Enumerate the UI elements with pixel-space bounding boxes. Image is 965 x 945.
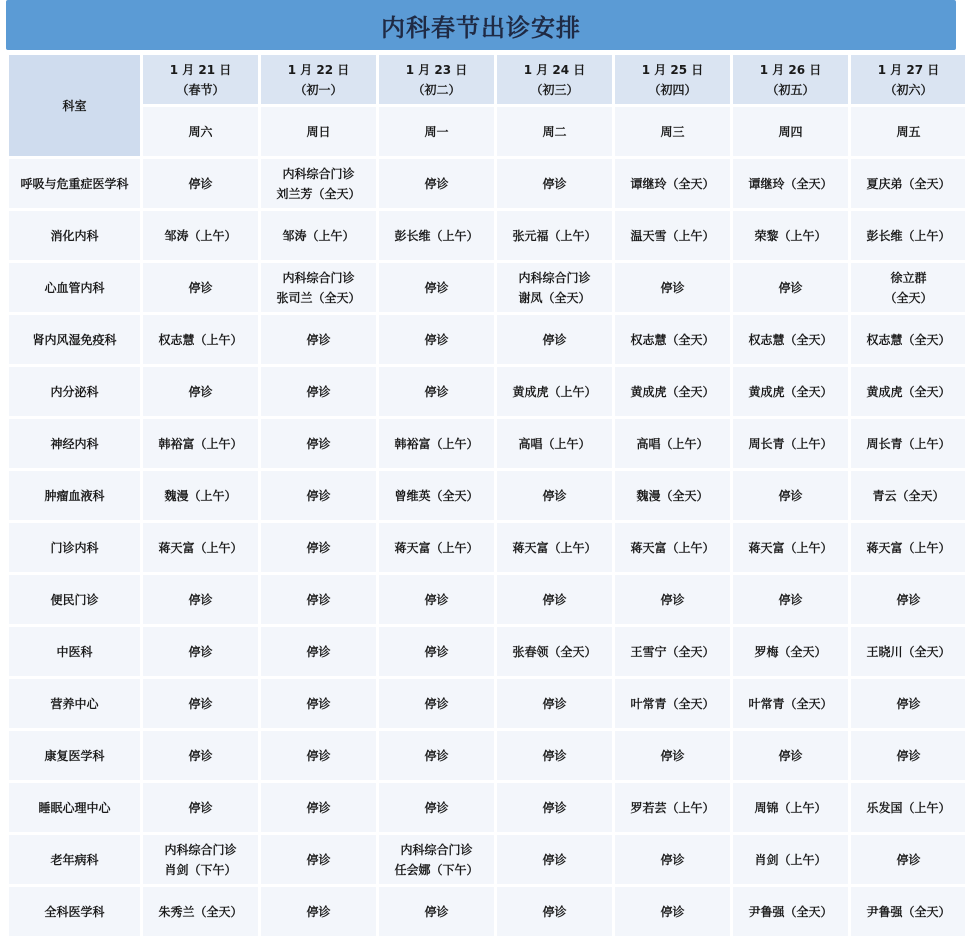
schedule-cell <box>615 419 730 468</box>
schedule-cell-line: 黄成虎（全天） <box>630 384 715 399</box>
schedule-cell-line: 朱秀兰（全天） <box>158 904 243 919</box>
schedule-cell-line: 徐立群 <box>890 270 927 285</box>
dept-name-cell: 内分泌科 <box>9 367 140 416</box>
schedule-cell <box>615 159 730 208</box>
weekday-header: 周四 <box>733 107 848 156</box>
schedule-cell <box>733 887 848 936</box>
day-date: 1 月 21 日 <box>169 62 232 77</box>
schedule-cell <box>615 627 730 676</box>
schedule-cell <box>851 159 965 208</box>
schedule-cell <box>261 835 376 884</box>
day-festival: （初六） <box>884 82 933 97</box>
schedule-cell-line: 权志慧（上午） <box>158 332 243 347</box>
schedule-cell-line: 停诊 <box>778 488 803 503</box>
schedule-cell-line: 停诊 <box>542 748 567 763</box>
schedule-cell-line: 停诊 <box>424 176 449 191</box>
schedule-cell <box>261 575 376 624</box>
schedule-cell <box>615 783 730 832</box>
schedule-cell-line: 停诊 <box>306 540 331 555</box>
dept-name-cell: 心血管内科 <box>9 263 140 312</box>
schedule-cell-line: 彭长维（上午） <box>394 228 479 243</box>
dept-name-cell: 康复医学科 <box>9 731 140 780</box>
dept-name-cell: 营养中心 <box>9 679 140 728</box>
schedule-cell <box>851 471 965 520</box>
schedule-cell-line: 邹涛（上午） <box>164 228 237 243</box>
schedule-cell-line: 停诊 <box>424 696 449 711</box>
schedule-cell-line: 王雪宁（全天） <box>630 644 715 659</box>
schedule-cell <box>379 835 494 884</box>
schedule-cell <box>733 315 848 364</box>
schedule-cell-line: 停诊 <box>188 800 213 815</box>
day-festival: （初二） <box>412 82 461 97</box>
schedule-cell <box>497 887 612 936</box>
schedule-cell <box>733 419 848 468</box>
schedule-cell <box>851 783 965 832</box>
schedule-cell <box>851 211 965 260</box>
schedule-cell <box>261 263 376 312</box>
schedule-cell-line: 黄成虎（上午） <box>512 384 597 399</box>
schedule-cell <box>497 211 612 260</box>
schedule-cell-line: 停诊 <box>188 280 213 295</box>
schedule-cell-line: 蒋天富（上午） <box>158 540 243 555</box>
schedule-cell-line: 权志慧（全天） <box>630 332 715 347</box>
schedule-cell-line: 停诊 <box>896 852 921 867</box>
schedule-cell-line: 周锦（上午） <box>754 800 827 815</box>
schedule-cell <box>733 471 848 520</box>
schedule-cell-line: 停诊 <box>542 488 567 503</box>
schedule-body <box>9 159 965 936</box>
schedule-cell-line: 蒋天富（上午） <box>630 540 715 555</box>
dept-name-cell: 门诊内科 <box>9 523 140 572</box>
schedule-cell-line: 停诊 <box>778 280 803 295</box>
dept-name-cell: 肿瘤血液科 <box>9 471 140 520</box>
schedule-cell-line: 停诊 <box>542 800 567 815</box>
schedule-cell-line: 高唱（上午） <box>636 436 709 451</box>
schedule-cell-line: 停诊 <box>306 904 331 919</box>
schedule-cell <box>851 263 965 312</box>
day-header <box>733 55 848 104</box>
schedule-cell <box>379 575 494 624</box>
table-row <box>9 211 965 260</box>
schedule-cell-line: 停诊 <box>896 592 921 607</box>
day-header <box>615 55 730 104</box>
schedule-cell <box>851 627 965 676</box>
schedule-cell <box>143 419 258 468</box>
schedule-cell <box>143 835 258 884</box>
dept-name-cell: 呼吸与危重症医学科 <box>9 159 140 208</box>
schedule-cell-line: 停诊 <box>306 436 331 451</box>
schedule-cell <box>497 679 612 728</box>
schedule-cell-line: 张元福（上午） <box>512 228 597 243</box>
schedule-cell <box>143 263 258 312</box>
schedule-cell <box>615 523 730 572</box>
schedule-cell-line: 尹鲁强（全天） <box>748 904 833 919</box>
schedule-cell-line: 荣黎（上午） <box>754 228 827 243</box>
schedule-cell <box>143 367 258 416</box>
schedule-cell-line: 停诊 <box>424 644 449 659</box>
table-row <box>9 835 965 884</box>
schedule-cell <box>143 471 258 520</box>
schedule-cell-line: 黄成虎（全天） <box>748 384 833 399</box>
schedule-cell-line: 停诊 <box>188 176 213 191</box>
schedule-cell-line: 停诊 <box>188 696 213 711</box>
schedule-cell <box>733 523 848 572</box>
schedule-cell <box>615 835 730 884</box>
schedule-cell-line: 肖剑（下午） <box>164 862 237 877</box>
schedule-cell <box>143 315 258 364</box>
table-row <box>9 367 965 416</box>
schedule-cell <box>379 419 494 468</box>
weekday-header: 周一 <box>379 107 494 156</box>
dept-name-cell: 神经内科 <box>9 419 140 468</box>
schedule-cell-line: 停诊 <box>896 696 921 711</box>
schedule-cell-line: 张春领（全天） <box>512 644 597 659</box>
schedule-cell <box>851 419 965 468</box>
dept-name-cell: 全科医学科 <box>9 887 140 936</box>
schedule-cell <box>733 783 848 832</box>
schedule-cell <box>497 783 612 832</box>
schedule-cell <box>379 367 494 416</box>
schedule-cell <box>379 263 494 312</box>
schedule-cell-line: 内科综合门诊 <box>400 842 473 857</box>
day-header <box>851 55 965 104</box>
schedule-cell-line: 夏庆弟（全天） <box>866 176 951 191</box>
schedule-cell-line: 停诊 <box>542 592 567 607</box>
schedule-cell <box>379 523 494 572</box>
dept-name-cell: 便民门诊 <box>9 575 140 624</box>
schedule-cell-line: 权志慧（全天） <box>866 332 951 347</box>
schedule-cell-line: 刘兰芳（全天） <box>276 186 361 201</box>
schedule-cell <box>615 575 730 624</box>
schedule-cell <box>261 211 376 260</box>
schedule-cell <box>261 523 376 572</box>
schedule-cell <box>733 575 848 624</box>
schedule-cell-line: 蒋天富（上午） <box>866 540 951 555</box>
schedule-cell-line: 停诊 <box>306 800 331 815</box>
schedule-cell-line: 谭继玲（全天） <box>630 176 715 191</box>
schedule-cell <box>497 159 612 208</box>
schedule-cell-line: 尹鲁强（全天） <box>866 904 951 919</box>
schedule-cell <box>497 419 612 468</box>
schedule-cell-line: 停诊 <box>188 592 213 607</box>
schedule-cell <box>261 367 376 416</box>
schedule-cell-line: 停诊 <box>424 332 449 347</box>
schedule-cell-line: 权志慧（全天） <box>748 332 833 347</box>
schedule-cell-line: 邹涛（上午） <box>282 228 355 243</box>
schedule-cell-line: 停诊 <box>542 904 567 919</box>
schedule-cell <box>497 731 612 780</box>
header-row-dates <box>9 55 965 104</box>
schedule-cell-line: 曾维英（全天） <box>394 488 479 503</box>
schedule-cell-line: 停诊 <box>542 852 567 867</box>
day-date: 1 月 22 日 <box>287 62 350 77</box>
schedule-cell-line: 罗若芸（上午） <box>630 800 715 815</box>
day-date: 1 月 23 日 <box>405 62 468 77</box>
schedule-cell <box>143 211 258 260</box>
schedule-cell-line: 停诊 <box>306 384 331 399</box>
day-festival: （初三） <box>530 82 579 97</box>
schedule-cell-line: 停诊 <box>542 176 567 191</box>
schedule-cell <box>143 575 258 624</box>
schedule-cell-line: 停诊 <box>778 592 803 607</box>
header-row-weekdays <box>9 107 965 156</box>
schedule-cell <box>733 263 848 312</box>
dept-name-cell: 消化内科 <box>9 211 140 260</box>
schedule-cell-line: 停诊 <box>660 592 685 607</box>
page-title: 内科春节出诊安排 <box>381 13 581 42</box>
table-row <box>9 419 965 468</box>
schedule-cell-line: 停诊 <box>188 748 213 763</box>
schedule-cell <box>615 471 730 520</box>
schedule-cell <box>379 315 494 364</box>
schedule-cell-line: 谢凤（全天） <box>518 290 591 305</box>
table-row <box>9 471 965 520</box>
schedule-cell-line: 内科综合门诊 <box>282 166 355 181</box>
schedule-cell-line: 黄成虎（全天） <box>866 384 951 399</box>
schedule-cell <box>497 315 612 364</box>
dept-name-cell: 中医科 <box>9 627 140 676</box>
schedule-cell-line: 停诊 <box>306 332 331 347</box>
weekday-header: 周三 <box>615 107 730 156</box>
schedule-cell-line: 彭长维（上午） <box>866 228 951 243</box>
weekday-header: 周二 <box>497 107 612 156</box>
schedule-cell-line: 停诊 <box>424 384 449 399</box>
schedule-cell-line: 停诊 <box>424 904 449 919</box>
day-date: 1 月 27 日 <box>877 62 940 77</box>
schedule-cell-line: 周长青（上午） <box>748 436 833 451</box>
schedule-cell-line: 停诊 <box>424 280 449 295</box>
schedule-cell <box>615 263 730 312</box>
schedule-cell <box>497 627 612 676</box>
schedule-cell <box>615 731 730 780</box>
schedule-cell-line: 内科综合门诊 <box>282 270 355 285</box>
schedule-cell-line: 停诊 <box>660 904 685 919</box>
schedule-cell <box>733 627 848 676</box>
table-row <box>9 159 965 208</box>
schedule-cell-line: 叶常青（全天） <box>630 696 715 711</box>
schedule-cell <box>497 367 612 416</box>
schedule-cell <box>615 887 730 936</box>
schedule-cell <box>733 367 848 416</box>
schedule-cell <box>143 679 258 728</box>
schedule-cell <box>851 679 965 728</box>
schedule-cell-line: 高唱（上午） <box>518 436 591 451</box>
schedule-cell <box>379 783 494 832</box>
schedule-cell <box>851 315 965 364</box>
schedule-cell-line: 停诊 <box>542 332 567 347</box>
schedule-cell <box>851 575 965 624</box>
schedule-cell <box>143 783 258 832</box>
schedule-cell <box>379 471 494 520</box>
schedule-cell <box>733 835 848 884</box>
dept-name-cell: 肾内风湿免疫科 <box>9 315 140 364</box>
schedule-cell-line: 停诊 <box>424 592 449 607</box>
table-row <box>9 887 965 936</box>
schedule-cell-line: 停诊 <box>306 644 331 659</box>
schedule-cell <box>143 523 258 572</box>
schedule-cell <box>379 679 494 728</box>
schedule-cell <box>261 679 376 728</box>
table-row <box>9 263 965 312</box>
schedule-cell <box>261 627 376 676</box>
table-row <box>9 627 965 676</box>
schedule-cell <box>379 159 494 208</box>
schedule-cell-line: 停诊 <box>660 852 685 867</box>
table-row <box>9 523 965 572</box>
schedule-cell <box>733 159 848 208</box>
schedule-cell <box>379 627 494 676</box>
schedule-cell-line: 内科综合门诊 <box>518 270 591 285</box>
schedule-table <box>6 52 965 939</box>
schedule-cell <box>851 887 965 936</box>
schedule-cell-line: 温天雪（上午） <box>630 228 715 243</box>
schedule-cell <box>497 523 612 572</box>
schedule-cell-line: 停诊 <box>306 852 331 867</box>
schedule-cell-line: 魏漫（上午） <box>164 488 237 503</box>
schedule-cell <box>851 731 965 780</box>
schedule-cell <box>261 471 376 520</box>
schedule-cell-line: 停诊 <box>778 748 803 763</box>
table-row <box>9 679 965 728</box>
schedule-cell <box>497 835 612 884</box>
dept-name-cell: 老年病科 <box>9 835 140 884</box>
weekday-header: 周日 <box>261 107 376 156</box>
schedule-cell-line: 停诊 <box>424 800 449 815</box>
schedule-cell-line: 任会娜（下午） <box>394 862 479 877</box>
schedule-cell-line: 蒋天富（上午） <box>748 540 833 555</box>
schedule-cell-line: 停诊 <box>306 696 331 711</box>
schedule-cell <box>615 211 730 260</box>
schedule-cell-line: 内科综合门诊 <box>164 842 237 857</box>
day-festival: （春节） <box>176 82 225 97</box>
schedule-cell <box>143 731 258 780</box>
schedule-cell-line: 停诊 <box>306 592 331 607</box>
day-date: 1 月 26 日 <box>759 62 822 77</box>
schedule-cell-line: 青云（全天） <box>872 488 945 503</box>
schedule-cell <box>615 679 730 728</box>
schedule-cell <box>261 315 376 364</box>
day-festival: （初五） <box>766 82 815 97</box>
schedule-cell <box>851 367 965 416</box>
schedule-cell <box>143 887 258 936</box>
schedule-cell <box>261 731 376 780</box>
schedule-cell-line: 周长青（上午） <box>866 436 951 451</box>
schedule-cell <box>615 315 730 364</box>
schedule-cell-line: 停诊 <box>424 748 449 763</box>
schedule-cell <box>379 211 494 260</box>
schedule-cell-line: 谭继玲（全天） <box>748 176 833 191</box>
schedule-cell-line: 停诊 <box>660 280 685 295</box>
day-date: 1 月 25 日 <box>641 62 704 77</box>
schedule-cell-line: 停诊 <box>542 696 567 711</box>
schedule-cell-line: 停诊 <box>306 488 331 503</box>
schedule-cell <box>497 575 612 624</box>
dept-name-cell: 睡眠心理中心 <box>9 783 140 832</box>
schedule-cell-line: 停诊 <box>896 748 921 763</box>
schedule-cell-line: 韩裕富（上午） <box>394 436 479 451</box>
title-banner <box>6 0 956 50</box>
day-festival: （初一） <box>294 82 343 97</box>
schedule-cell <box>261 783 376 832</box>
schedule-cell <box>379 731 494 780</box>
schedule-cell <box>261 887 376 936</box>
schedule-cell-line: 停诊 <box>188 644 213 659</box>
day-date: 1 月 24 日 <box>523 62 586 77</box>
schedule-cell <box>143 159 258 208</box>
schedule-cell-line: 肖剑（上午） <box>754 852 827 867</box>
schedule-cell <box>851 835 965 884</box>
schedule-cell-line: 乐发国（上午） <box>866 800 951 815</box>
table-row <box>9 783 965 832</box>
schedule-cell-line: （全天） <box>884 290 933 305</box>
weekday-header: 周五 <box>851 107 965 156</box>
schedule-cell-line: 王晓川（全天） <box>866 644 951 659</box>
dept-column-header: 科室 <box>9 55 140 156</box>
day-header <box>497 55 612 104</box>
schedule-cell <box>733 211 848 260</box>
schedule-cell-line: 魏漫（全天） <box>636 488 709 503</box>
schedule-cell <box>261 159 376 208</box>
schedule-cell <box>261 419 376 468</box>
schedule-cell-line: 罗梅（全天） <box>754 644 827 659</box>
day-header <box>143 55 258 104</box>
schedule-cell <box>733 731 848 780</box>
schedule-cell-line: 叶常青（全天） <box>748 696 833 711</box>
schedule-cell <box>143 627 258 676</box>
schedule-cell <box>733 679 848 728</box>
day-header <box>261 55 376 104</box>
schedule-cell-line: 停诊 <box>306 748 331 763</box>
schedule-cell-line: 停诊 <box>660 748 685 763</box>
table-row <box>9 575 965 624</box>
schedule-cell <box>851 523 965 572</box>
schedule-cell-line: 蒋天富（上午） <box>394 540 479 555</box>
day-festival: （初四） <box>648 82 697 97</box>
schedule-cell <box>497 263 612 312</box>
table-row <box>9 731 965 780</box>
day-header <box>379 55 494 104</box>
schedule-cell-line: 停诊 <box>188 384 213 399</box>
schedule-cell <box>497 471 612 520</box>
schedule-cell <box>615 367 730 416</box>
table-row <box>9 315 965 364</box>
weekday-header: 周六 <box>143 107 258 156</box>
schedule-cell <box>379 887 494 936</box>
schedule-cell-line: 蒋天富（上午） <box>512 540 597 555</box>
schedule-cell-line: 张司兰（全天） <box>276 290 361 305</box>
schedule-cell-line: 韩裕富（上午） <box>158 436 243 451</box>
